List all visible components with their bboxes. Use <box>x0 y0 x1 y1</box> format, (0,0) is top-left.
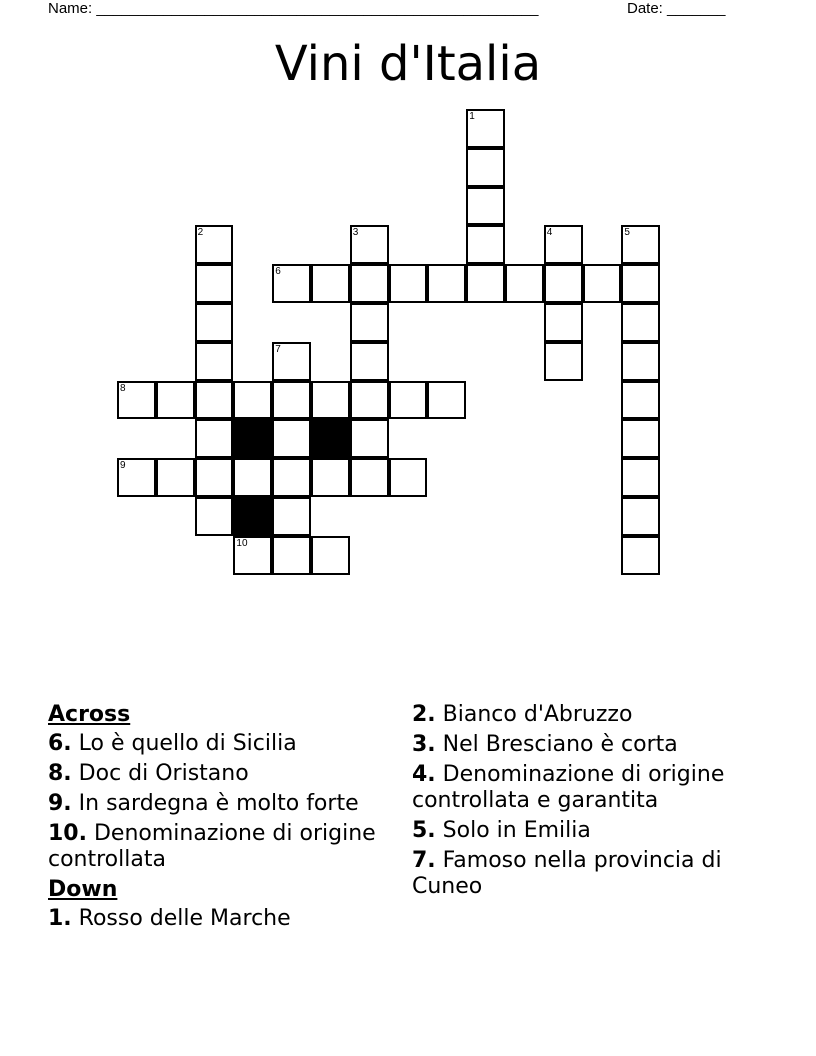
grid-cell[interactable] <box>427 381 466 420</box>
cell-number: 4 <box>546 227 553 239</box>
grid-cell[interactable] <box>350 458 389 497</box>
grid-cell[interactable] <box>195 303 234 342</box>
grid-cell[interactable] <box>466 264 505 303</box>
grid-cell[interactable] <box>621 225 660 264</box>
grid-cell[interactable] <box>350 381 389 420</box>
grid-cell[interactable] <box>544 303 583 342</box>
down-heading: Down <box>48 877 118 902</box>
grid-cell[interactable] <box>272 458 311 497</box>
grid-cell[interactable] <box>621 342 660 381</box>
clue-down-5 <box>412 818 772 844</box>
grid-cell[interactable] <box>195 342 234 381</box>
grid-cell[interactable] <box>466 109 505 148</box>
grid-cell[interactable] <box>544 264 583 303</box>
cell-number: 5 <box>624 227 630 239</box>
grid-cell[interactable] <box>621 419 660 458</box>
grid-cell[interactable] <box>233 458 272 497</box>
grid-cell[interactable] <box>195 419 234 458</box>
date-line: Date: _______ <box>627 0 726 17</box>
grid-cell[interactable] <box>544 342 583 381</box>
grid-cell[interactable] <box>389 381 428 420</box>
grid-cell[interactable] <box>311 264 350 303</box>
cell-number: 6 <box>275 266 281 278</box>
clue-text: Bianco d'Abruzzo <box>442 702 633 727</box>
cell-number: 10 <box>236 537 248 549</box>
grid-cell[interactable] <box>272 264 311 303</box>
grid-cell[interactable] <box>195 225 234 264</box>
cell-number: 8 <box>120 382 126 394</box>
grid-cell[interactable] <box>621 536 660 575</box>
grid-cell[interactable] <box>311 381 350 420</box>
grid-cell[interactable] <box>195 458 234 497</box>
clue-text: Doc di Oristano <box>78 761 249 786</box>
clue-down-2 <box>412 702 772 728</box>
clue-text: Denominazione di origine controllata e garantita <box>412 762 725 813</box>
grid-cell[interactable] <box>233 536 272 575</box>
clue-number: 6. <box>48 731 72 756</box>
grid-cell[interactable] <box>466 187 505 226</box>
clue-text: Nel Bresciano è corta <box>442 732 678 757</box>
grid-cell[interactable] <box>389 264 428 303</box>
clue-across-6 <box>48 731 398 757</box>
grid-cell[interactable] <box>621 497 660 536</box>
grid-cell[interactable] <box>195 497 234 536</box>
clues-left-column <box>48 702 398 936</box>
grid-cell[interactable] <box>311 536 350 575</box>
clue-text: In sardegna è molto forte <box>78 791 359 816</box>
across-heading: Across <box>48 702 131 727</box>
grid-cell[interactable] <box>311 458 350 497</box>
grid-cell[interactable] <box>272 536 311 575</box>
clue-text: Denominazione di origine controllata <box>48 821 376 872</box>
grid-cell[interactable] <box>427 264 466 303</box>
grid-cell[interactable] <box>583 264 622 303</box>
grid-cell[interactable] <box>117 458 156 497</box>
clue-down-1 <box>48 906 398 932</box>
clue-text: Famoso nella provincia di Cuneo <box>412 848 722 899</box>
grid-cell[interactable] <box>272 419 311 458</box>
black-cell <box>311 419 350 458</box>
grid-cell[interactable] <box>350 303 389 342</box>
black-cell <box>233 419 272 458</box>
clue-text: Lo è quello di Sicilia <box>78 731 297 756</box>
grid-cell[interactable] <box>350 225 389 264</box>
cell-number: 3 <box>352 227 359 239</box>
clues-right-column <box>412 702 772 904</box>
clue-down-4 <box>412 762 772 814</box>
grid-cell[interactable] <box>233 381 272 420</box>
grid-cell[interactable] <box>156 381 195 420</box>
clue-number: 4. <box>412 762 436 787</box>
black-cell <box>233 497 272 536</box>
clue-number: 3. <box>412 732 436 757</box>
cell-number: 2 <box>197 227 204 239</box>
clue-number: 9. <box>48 791 72 816</box>
grid-cell[interactable] <box>621 381 660 420</box>
grid-cell[interactable] <box>350 342 389 381</box>
clue-number: 5. <box>412 818 436 843</box>
cell-number: 7 <box>275 343 281 355</box>
clue-text: Solo in Emilia <box>442 818 591 843</box>
grid-cell[interactable] <box>389 458 428 497</box>
grid-cell[interactable] <box>156 458 195 497</box>
grid-cell[interactable] <box>621 458 660 497</box>
grid-cell[interactable] <box>350 419 389 458</box>
clue-across-8 <box>48 761 398 787</box>
clue-number: 1. <box>48 906 72 931</box>
clue-number: 2. <box>412 702 436 727</box>
grid-cell[interactable] <box>117 381 156 420</box>
clue-number: 8. <box>48 761 72 786</box>
cell-number: 9 <box>120 460 126 472</box>
grid-cell[interactable] <box>621 264 660 303</box>
clue-number: 10. <box>48 821 87 846</box>
grid-cell[interactable] <box>272 381 311 420</box>
clue-down-7 <box>412 848 772 900</box>
grid-cell[interactable] <box>195 264 234 303</box>
grid-cell[interactable] <box>195 381 234 420</box>
cell-number: 1 <box>469 111 475 122</box>
clue-down-3 <box>412 732 772 758</box>
grid-cell[interactable] <box>272 497 311 536</box>
clue-text: Rosso delle Marche <box>78 906 291 931</box>
clue-across-9 <box>48 791 398 817</box>
grid-cell[interactable] <box>466 225 505 264</box>
grid-cell[interactable] <box>505 264 544 303</box>
grid-cell[interactable] <box>272 342 311 381</box>
grid-cell[interactable] <box>621 303 660 342</box>
puzzle-title: Vini d'Italia <box>274 36 542 92</box>
name-line: Name: _____________________________________________________ <box>48 0 539 17</box>
grid-cell[interactable] <box>544 225 583 264</box>
clue-across-10 <box>48 821 398 873</box>
grid-cell[interactable] <box>466 148 505 187</box>
clue-number: 7. <box>412 848 436 873</box>
grid-cell[interactable] <box>350 264 389 303</box>
